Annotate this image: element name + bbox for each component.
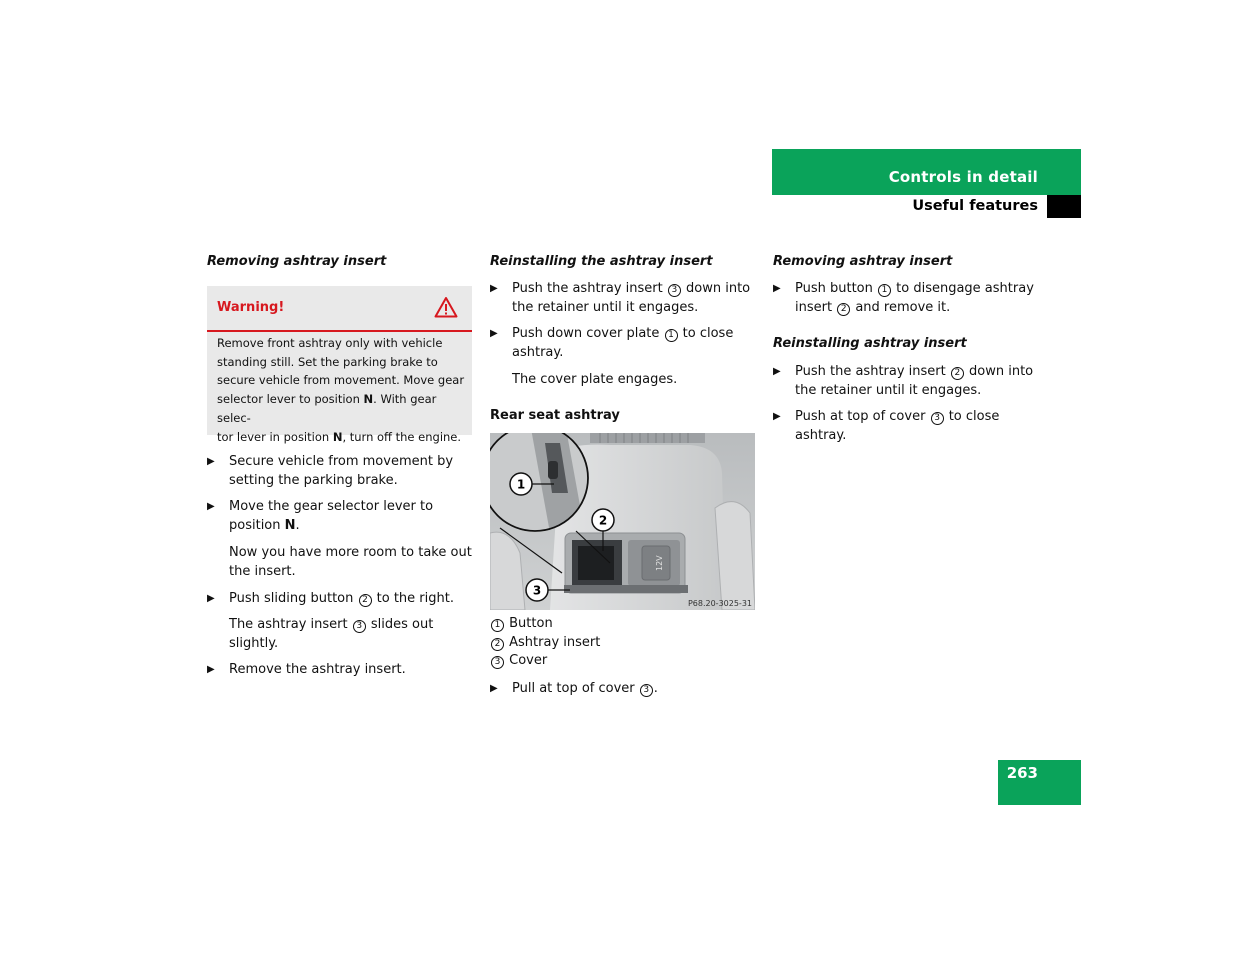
bullet-arrow-icon: ▶ [490,683,498,694]
subsection-title: Useful features [912,198,1038,214]
list-item: ▶ Secure vehicle from movement by setting the parking brake. [207,454,454,488]
list-item: ▶ Push down cover plate 1 to close ashtray. [490,326,734,360]
bullet-arrow-icon: ▶ [207,501,215,512]
note-text: The cover plate engages. [512,372,678,387]
col3-heading-remove: Removing ashtray insert [773,254,953,269]
list-item: ▶ Move the gear selector lever to position N. [207,499,434,533]
bullet-arrow-icon: ▶ [490,283,498,294]
callout-1: 1 [516,477,526,492]
list-item: ▶ Push the ashtray insert 3 down into the retainer until it engages. [490,281,751,315]
col3-steps-remove [773,279,1038,317]
bullet-arrow-icon: ▶ [207,664,215,675]
list-item: ▶ Pull at top of cover 3 . [490,681,658,696]
socket-12v-label: 12V [655,555,664,571]
list-item: ▶ Push sliding button 2 to the right. [207,591,454,606]
warning-line: secure vehicle from movement. Move gear [217,373,465,388]
col2-steps [490,279,755,389]
list-item: ▶ Push the ashtray insert 2 down into the retainer until it engages. [773,364,1034,398]
list-item: ▶ Remove the ashtray insert. [207,662,406,677]
legend-item: 2 Ashtray insert [490,634,755,653]
warning-line: tor lever in position N, turn off the engine. [217,429,462,444]
note-text: The ashtray insert 3 slides out slightly. [229,617,434,651]
bullet-arrow-icon: ▶ [773,366,781,377]
warning-label: Warning! [217,300,285,315]
rear-ashtray-heading: Rear seat ashtray [490,408,620,423]
warning-triangle-icon [434,296,458,322]
header-marker [1047,195,1081,218]
warning-box [207,286,472,444]
bullet-arrow-icon: ▶ [207,593,215,604]
legend-item: 1 Button [490,615,755,634]
warning-header [207,286,472,332]
col3-steps-reinstall [773,362,1038,445]
list-item: ▶ Push button 1 to disengage ashtray insert 2 and remove it. [773,281,1034,315]
warning-line: standing still. Set the parking brake to [217,354,438,369]
col2-final-step [490,679,755,698]
image-code: P68.20-3025-31 [687,599,752,608]
col1-heading: Removing ashtray insert [207,254,387,269]
warning-text [217,334,467,446]
col1-steps [207,452,472,679]
list-item: ▶ Push at top of cover 3 to close ashtray. [773,409,1000,443]
callout-3: 3 [532,583,542,598]
col3-heading-reinstall: Reinstalling ashtray insert [773,336,967,351]
bullet-arrow-icon: ▶ [207,456,215,467]
legend-item: 3 Cover [490,652,755,671]
warning-line: Remove front ashtray only with vehicle [217,336,443,350]
callout-2: 2 [598,513,608,528]
warning-line: selector lever to position N. With gear selec- [217,392,437,425]
col2-heading: Reinstalling the ashtray insert [490,254,713,269]
page-number: 263 [1006,764,1038,782]
rear-ashtray-illustration [490,433,755,610]
bullet-arrow-icon: ▶ [490,328,498,339]
section-title: Controls in detail [888,168,1038,186]
bullet-arrow-icon: ▶ [773,283,781,294]
image-legend [490,615,755,671]
note-text: Now you have more room to take out the insert. [229,545,472,579]
bullet-arrow-icon: ▶ [773,411,781,422]
